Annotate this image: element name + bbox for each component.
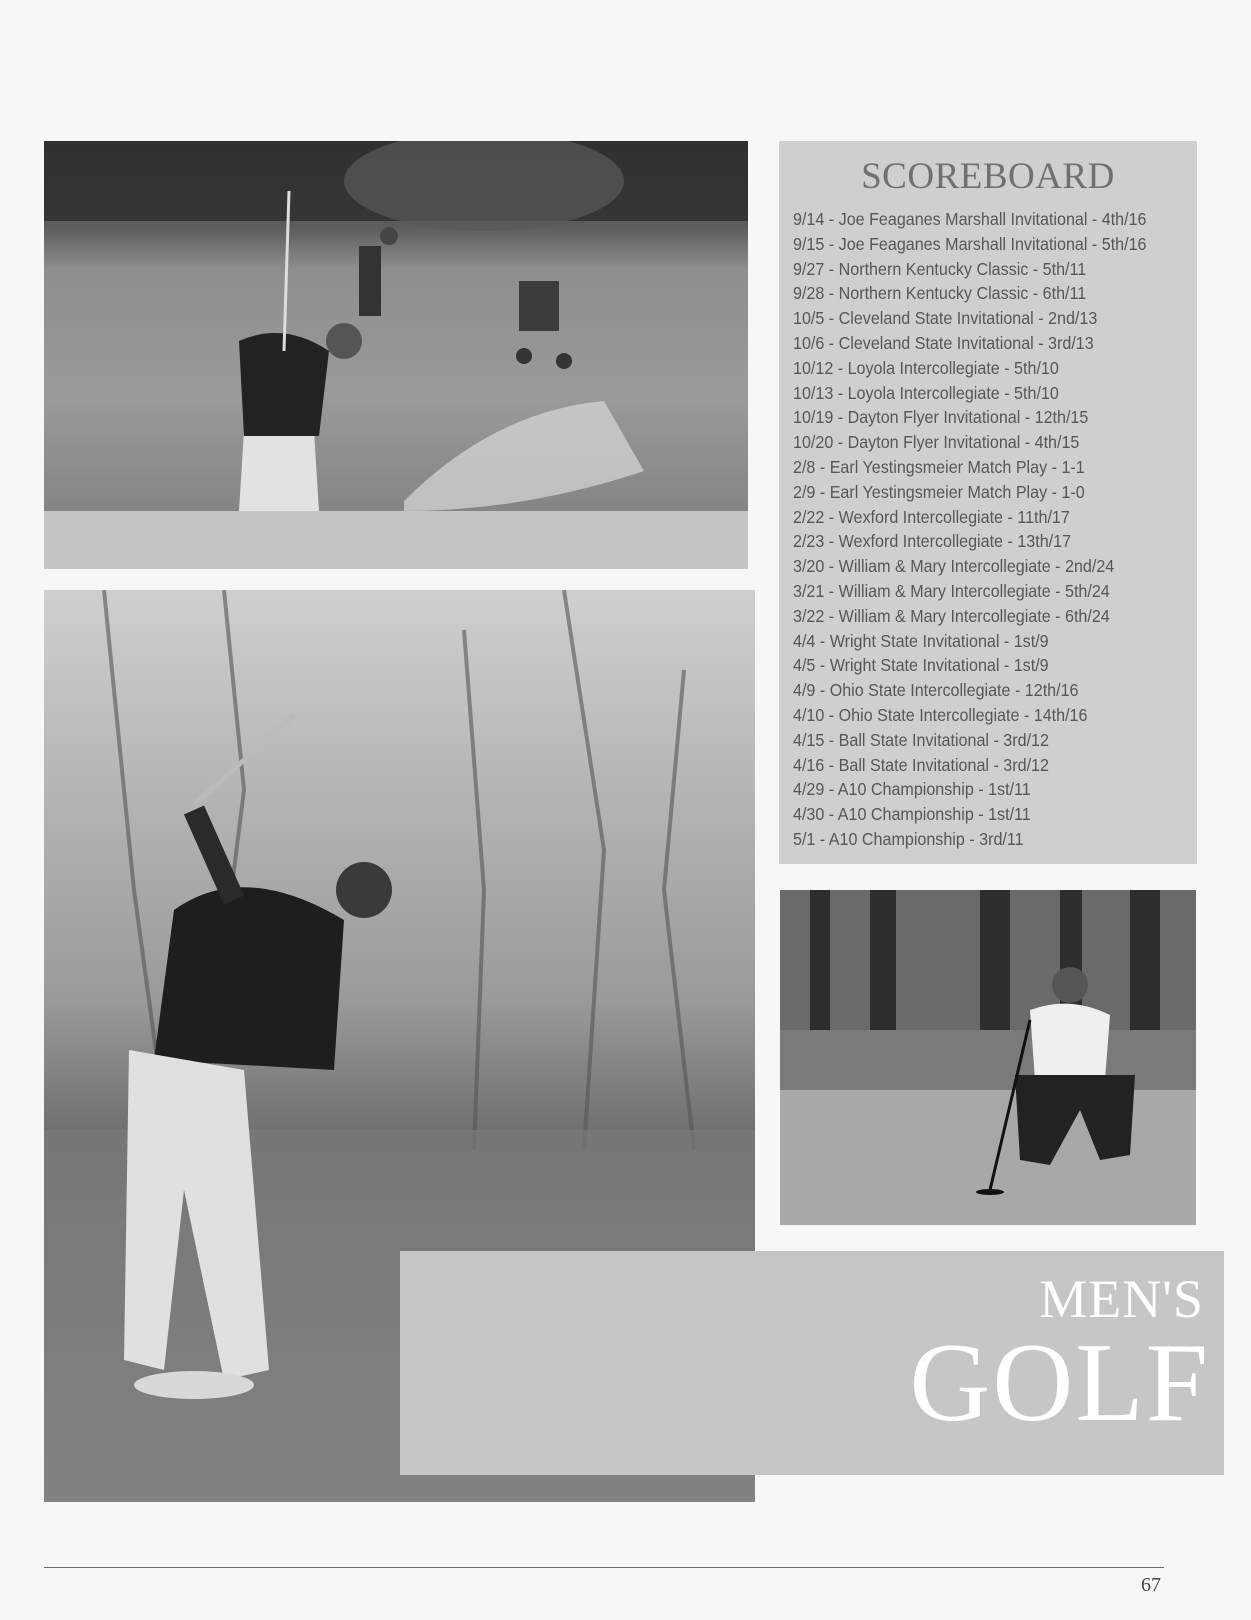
- result-item: 9/15 - Joe Feaganes Marshall Invitational - 5th/16: [793, 233, 1147, 254]
- result-item: 10/13 - Loyola Intercollegiate - 5th/10: [793, 382, 1059, 403]
- result-item: 9/27 - Northern Kentucky Classic - 5th/11: [793, 258, 1087, 279]
- scoreboard-panel: [779, 141, 1197, 864]
- result-item: 4/30 - A10 Championship - 1st/11: [793, 804, 1031, 825]
- result-item: 4/16 - Ball State Invitational - 3rd/12: [793, 754, 1049, 775]
- result-item: 4/9 - Ohio State Intercollegiate - 12th/16: [793, 680, 1079, 701]
- section-title-box: [400, 1251, 1224, 1475]
- result-item: 9/28 - Northern Kentucky Classic - 6th/11: [793, 283, 1087, 304]
- result-item: 4/10 - Ohio State Intercollegiate - 14th/16: [793, 704, 1088, 725]
- result-item: 2/23 - Wexford Intercollegiate - 13th/17: [793, 531, 1072, 552]
- result-item: 3/22 - William & Mary Intercollegiate - 6th/24: [793, 605, 1110, 626]
- result-item: 2/22 - Wexford Intercollegiate - 11th/17: [793, 506, 1070, 527]
- scoreboard-title: SCOREBOARD: [861, 156, 1115, 197]
- results-list: [793, 207, 1197, 852]
- result-item: 4/4 - Wright State Invitational - 1st/9: [793, 630, 1049, 651]
- result-item: 10/20 - Dayton Flyer Invitational - 4th/15: [793, 432, 1080, 453]
- result-item: 5/1 - A10 Championship - 3rd/11: [793, 828, 1024, 849]
- result-item: 9/14 - Joe Feaganes Marshall Invitational - 4th/16: [793, 209, 1147, 229]
- photo-golfer-putting: [780, 890, 1196, 1225]
- result-item: 3/20 - William & Mary Intercollegiate - 2nd/24: [793, 556, 1115, 577]
- result-item: 10/5 - Cleveland State Invitational - 2nd/13: [793, 308, 1098, 329]
- result-item: 4/15 - Ball State Invitational - 3rd/12: [793, 729, 1049, 750]
- page-number: 67: [1141, 1574, 1161, 1596]
- result-item: 2/8 - Earl Yestingsmeier Match Play - 1-1: [793, 456, 1085, 477]
- result-item: 3/21 - William & Mary Intercollegiate - 5th/24: [793, 580, 1110, 601]
- photo-bunker-shot: [44, 141, 748, 569]
- footer-divider: [44, 1567, 1164, 1568]
- title-golf: GOLF: [909, 1321, 1210, 1445]
- result-item: 2/9 - Earl Yestingsmeier Match Play - 1-0: [793, 481, 1085, 502]
- result-item: 10/19 - Dayton Flyer Invitational - 12th/15: [793, 407, 1089, 428]
- result-item: 10/6 - Cleveland State Invitational - 3rd/13: [793, 332, 1094, 353]
- title-mens: MEN'S: [1039, 1269, 1204, 1329]
- result-item: 4/29 - A10 Championship - 1st/11: [793, 779, 1031, 800]
- result-item: 10/12 - Loyola Intercollegiate - 5th/10: [793, 357, 1059, 378]
- result-item: 4/5 - Wright State Invitational - 1st/9: [793, 655, 1049, 676]
